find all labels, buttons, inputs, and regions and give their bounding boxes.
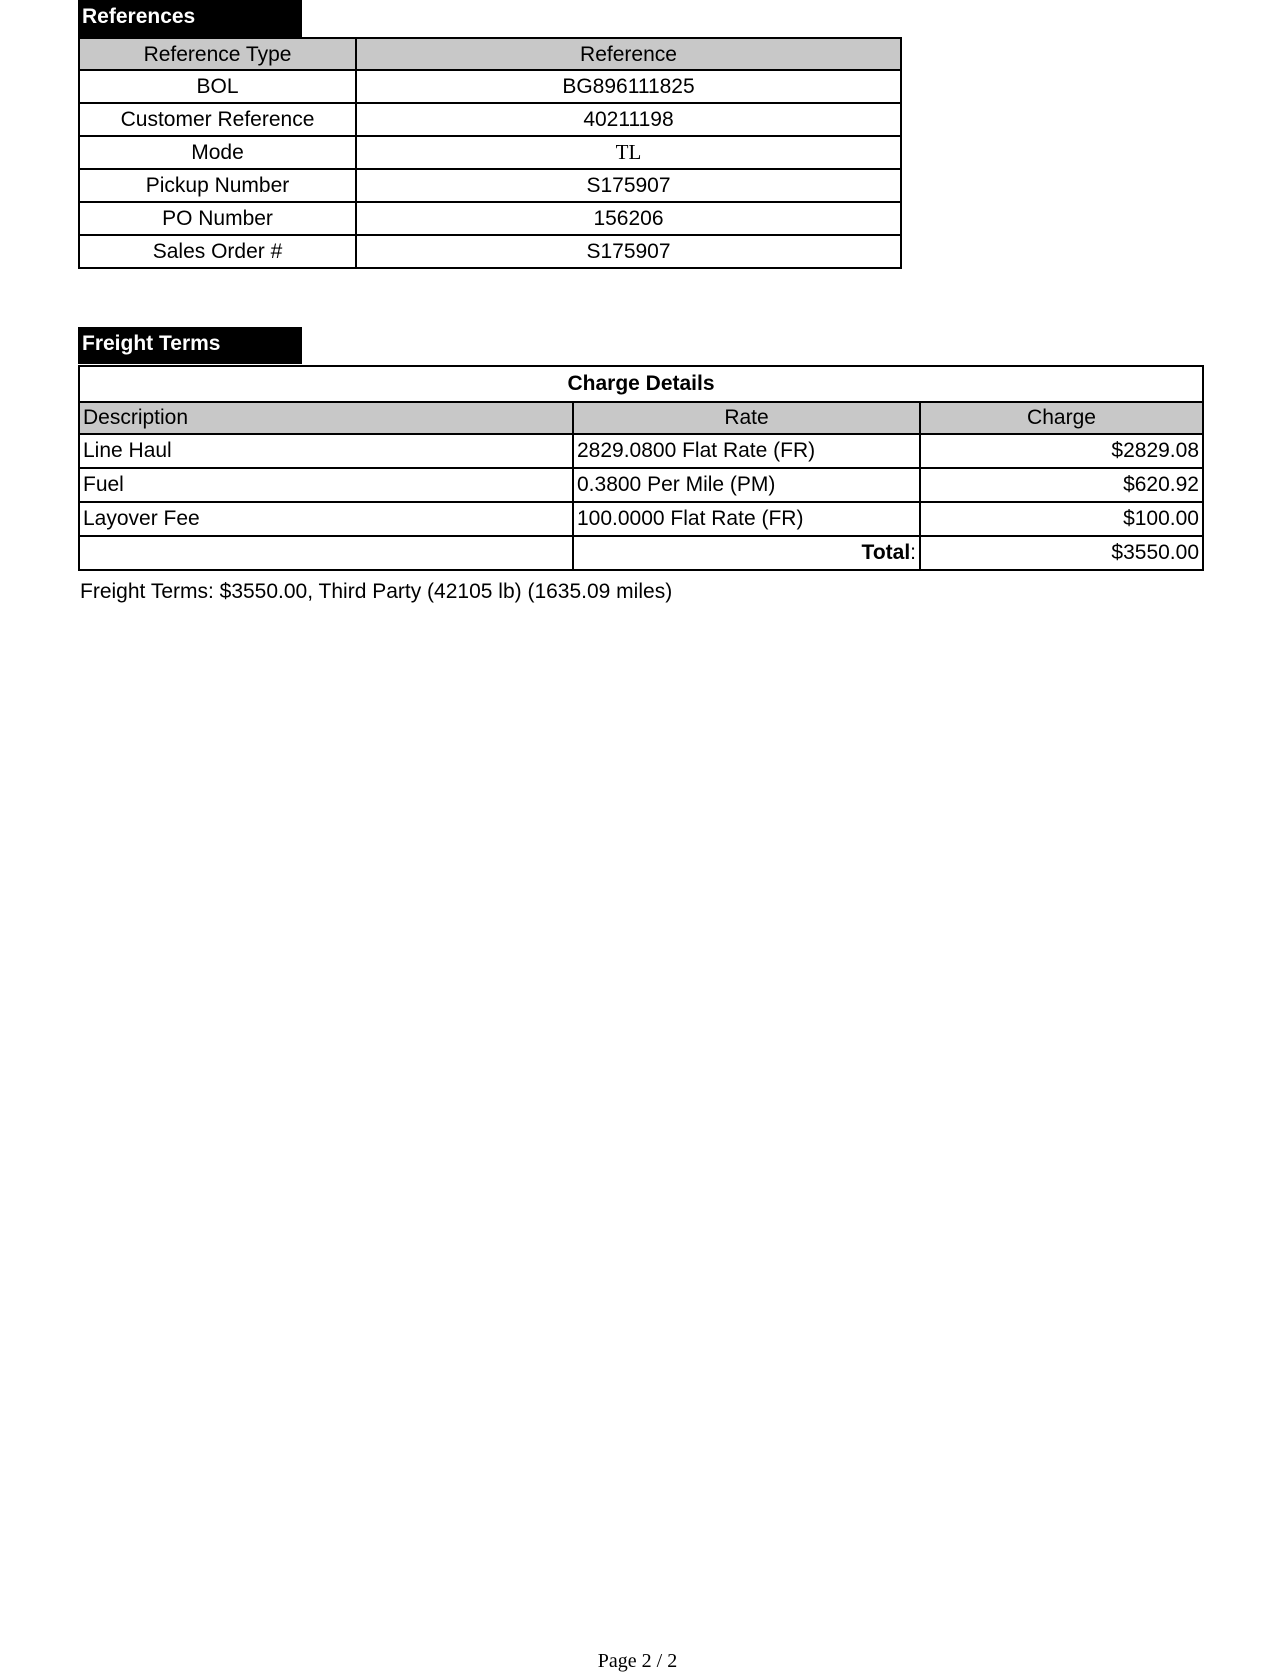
reference-type-cell: Sales Order # <box>79 235 356 268</box>
table-row <box>79 468 1203 502</box>
table-row <box>79 70 901 103</box>
total-value-cell: $3550.00 <box>920 536 1203 570</box>
charge-rate-cell: 100.0000 Flat Rate (FR) <box>573 502 920 536</box>
charge-description-cell: Fuel <box>79 468 573 502</box>
total-label-cell: Total: <box>573 536 920 570</box>
charge-amount-cell: $2829.08 <box>920 434 1203 468</box>
reference-value-cell: S175907 <box>356 169 901 202</box>
table-row <box>79 434 1203 468</box>
table-row <box>79 136 901 169</box>
reference-type-cell: PO Number <box>79 202 356 235</box>
reference-value-cell: 40211198 <box>356 103 901 136</box>
reference-type-cell: Mode <box>79 136 356 169</box>
references-section-title: References <box>78 0 302 37</box>
table-row <box>79 235 901 268</box>
total-label: Total <box>861 541 911 564</box>
charge-details-table <box>78 365 1204 571</box>
reference-type-cell: BOL <box>79 70 356 103</box>
reference-value-cell: 156206 <box>356 202 901 235</box>
charge-description-cell: Layover Fee <box>79 502 573 536</box>
reference-type-cell: Pickup Number <box>79 169 356 202</box>
reference-value-cell: TL <box>356 136 901 169</box>
charge-description-cell: Line Haul <box>79 434 573 468</box>
column-header-reference: Reference <box>356 38 901 70</box>
freight-terms-summary: Freight Terms: $3550.00, Third Party (42105 lb) (1635.09 miles) <box>80 580 673 603</box>
charge-amount-cell: $620.92 <box>920 468 1203 502</box>
reference-value-cell: BG896111825 <box>356 70 901 103</box>
reference-value-cell: S175907 <box>356 235 901 268</box>
charge-details-title: Charge Details <box>79 366 1203 402</box>
page-number: Page 2 / 2 <box>597 1650 678 1672</box>
reference-type-cell: Customer Reference <box>79 103 356 136</box>
column-header-charge: Charge <box>920 402 1203 434</box>
charge-details-title-row <box>79 366 1203 402</box>
charge-header-row <box>79 402 1203 434</box>
column-header-rate: Rate <box>573 402 920 434</box>
charge-rate-cell: 2829.0800 Flat Rate (FR) <box>573 434 920 468</box>
charge-amount-cell: $100.00 <box>920 502 1203 536</box>
column-header-description: Description <box>79 402 573 434</box>
references-header-row <box>79 38 901 70</box>
total-row <box>79 536 1203 570</box>
empty-cell <box>79 536 573 570</box>
charge-rate-cell: 0.3800 Per Mile (PM) <box>573 468 920 502</box>
column-header-reference-type: Reference Type <box>79 38 356 70</box>
table-row <box>79 202 901 235</box>
table-row <box>79 103 901 136</box>
references-table <box>78 37 902 269</box>
freight-terms-section-title: Freight Terms <box>78 327 302 364</box>
table-row <box>79 502 1203 536</box>
table-row <box>79 169 901 202</box>
